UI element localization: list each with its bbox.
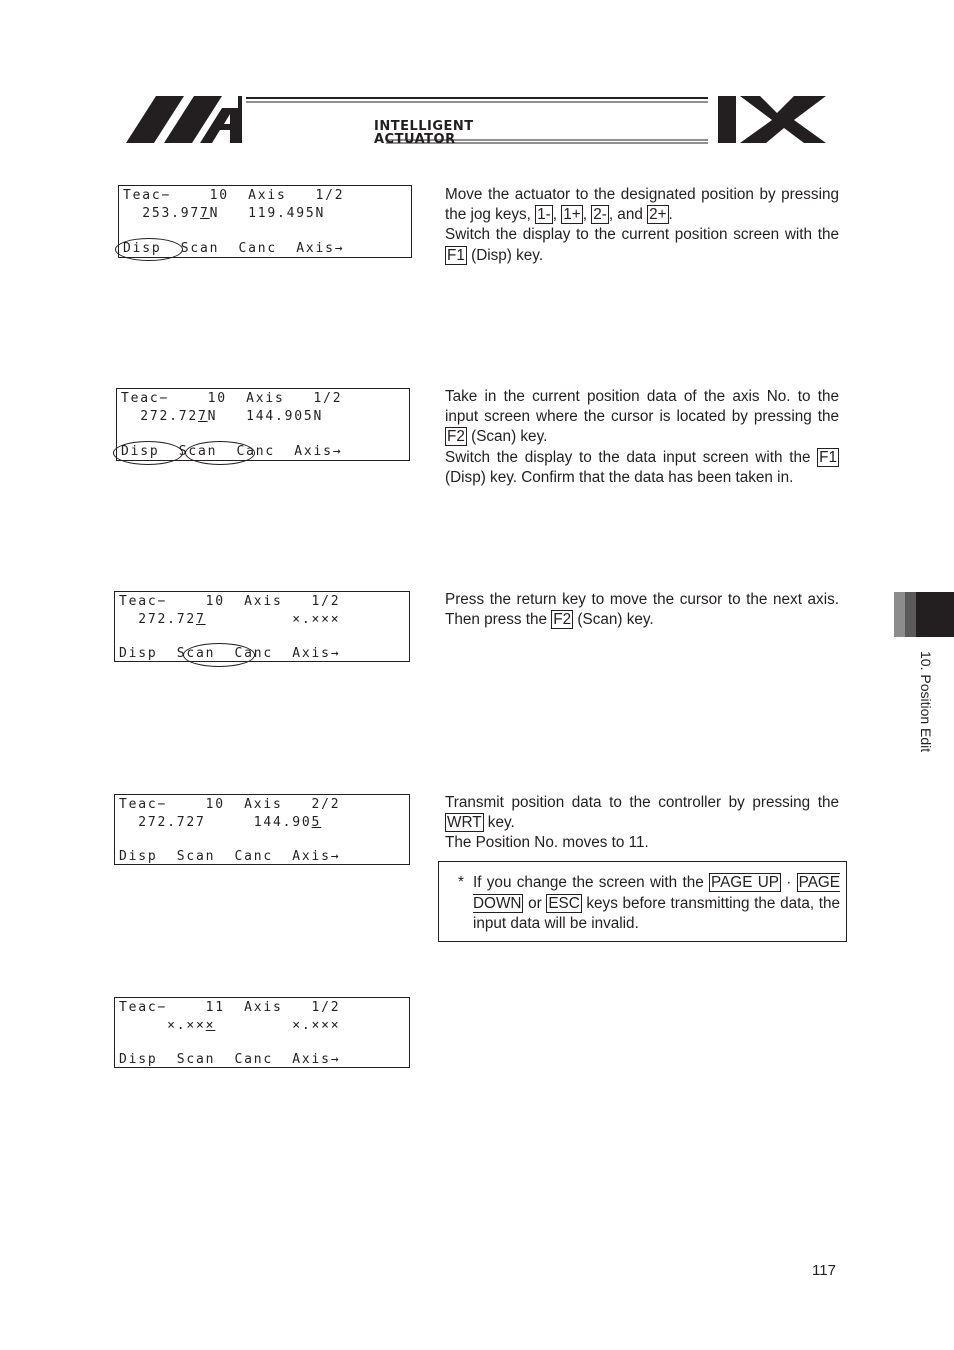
row-value-b: N 119.495N bbox=[209, 206, 326, 221]
text: Take in the current position data of the axis No. to the input screen where the cursor is located by pressing the bbox=[445, 388, 839, 426]
chapter-tab-light bbox=[894, 592, 905, 637]
screen-row-2 bbox=[119, 814, 321, 832]
text: . bbox=[668, 206, 673, 224]
key-f2: F2 bbox=[553, 611, 572, 629]
text: keys before transmitting the data, the input data will be invalid. bbox=[473, 894, 840, 932]
screen-row-4: Disp Scan Canc Axis→ bbox=[119, 849, 341, 864]
step-3-description bbox=[445, 590, 839, 630]
cursor-char: 7 bbox=[198, 409, 208, 424]
text: key. bbox=[483, 814, 515, 832]
teach-screen-5 bbox=[114, 997, 410, 1068]
row-value-a: 253.97 bbox=[123, 206, 201, 221]
screen-row-1: Teac− 10 Axis 1/2 bbox=[123, 188, 345, 203]
step-4-para-1 bbox=[445, 793, 839, 833]
screen-row-4: Disp Scan Canc Axis→ bbox=[119, 1052, 341, 1067]
page-number: 117 bbox=[812, 1262, 836, 1279]
screen-row-1: Teac− 11 Axis 1/2 bbox=[119, 1000, 341, 1015]
text: Press the return key to move the cursor to the next axis. Then press the bbox=[445, 591, 839, 629]
cursor-char: × bbox=[205, 1018, 216, 1033]
logo-text-actuator: ACTUATOR bbox=[374, 132, 456, 147]
text: , bbox=[552, 206, 562, 224]
key-page-down: PAGE DOWN bbox=[473, 874, 841, 912]
key-wrt: WRT bbox=[447, 814, 482, 832]
screen-row-1: Teac− 10 Axis 1/2 bbox=[119, 594, 341, 609]
key-f1: F1 bbox=[447, 246, 465, 264]
row-value-b: ×.××× bbox=[215, 1018, 341, 1033]
cursor-char: 5 bbox=[311, 815, 322, 830]
text: Switch the display to the current position screen with the bbox=[445, 226, 839, 244]
chapter-label: 10. Position Edit bbox=[918, 651, 934, 753]
row-value-a: 272.72 bbox=[121, 409, 199, 424]
key-1-plus: 1+ bbox=[563, 206, 581, 224]
row-value-a: 272.727 144.90 bbox=[119, 815, 312, 830]
text: or bbox=[523, 894, 547, 912]
text: , bbox=[582, 206, 592, 224]
screen-row-4: Disp Scan Canc Axis→ bbox=[121, 444, 343, 459]
chapter-tab-mid bbox=[905, 592, 916, 637]
text: · bbox=[780, 874, 797, 891]
text: , and bbox=[608, 206, 648, 224]
step-1-description bbox=[445, 185, 839, 266]
text: Switch the display to the data input screen with the bbox=[445, 448, 818, 466]
screen-row-2 bbox=[123, 205, 325, 223]
warning-note-box bbox=[438, 861, 847, 942]
text: Transmit position data to the controller by pressing the bbox=[445, 794, 839, 811]
teach-screen-1 bbox=[118, 185, 412, 258]
row-value-b: N 144.905N bbox=[207, 409, 324, 424]
step-4-description bbox=[445, 793, 839, 854]
key-f2: F2 bbox=[447, 428, 465, 446]
screen-row-2 bbox=[121, 408, 323, 426]
key-page-up: PAGE UP bbox=[711, 874, 779, 891]
header-logo bbox=[126, 94, 828, 146]
screen-row-1: Teac− 10 Axis 1/2 bbox=[121, 391, 343, 406]
key-f1: F1 bbox=[819, 448, 837, 466]
key-2-minus: 2- bbox=[593, 206, 607, 224]
text: (Disp) key. Confirm that the data has been taken in. bbox=[445, 468, 794, 486]
teach-screen-2 bbox=[116, 388, 410, 461]
chapter-tab-dark bbox=[916, 592, 954, 637]
key-esc: ESC bbox=[548, 894, 580, 912]
screen-row-4: Disp Scan Canc Axis→ bbox=[119, 646, 341, 661]
cursor-char: 7 bbox=[196, 612, 206, 627]
ia-logo-mark bbox=[126, 94, 828, 146]
step-1-para-1 bbox=[445, 185, 839, 225]
row-value-a: 272.72 bbox=[119, 612, 197, 627]
step-3-para-1 bbox=[445, 590, 839, 630]
screen-row-2 bbox=[119, 611, 340, 629]
step-2-description bbox=[445, 387, 839, 488]
text: (Scan) key. bbox=[466, 428, 548, 446]
note-text bbox=[473, 873, 840, 935]
note-asterisk: * bbox=[458, 874, 464, 891]
row-value-b: ×.××× bbox=[205, 612, 341, 627]
text: (Disp) key. bbox=[466, 246, 544, 264]
text: Move the actuator to the designated position by pressing the jog keys, bbox=[445, 186, 839, 224]
step-4-para-2: The Position No. moves to 11. bbox=[445, 834, 649, 852]
cursor-char: 7 bbox=[200, 206, 210, 221]
screen-row-4: Disp Scan Canc Axis→ bbox=[123, 241, 345, 256]
screen-row-1: Teac− 10 Axis 2/2 bbox=[119, 797, 341, 812]
text: (Scan) key. bbox=[573, 611, 654, 629]
step-2-para-1 bbox=[445, 387, 839, 448]
teach-screen-4 bbox=[114, 794, 410, 865]
teach-screen-3 bbox=[114, 591, 410, 662]
logo-text-intelligent: INTELLIGENT bbox=[374, 119, 474, 134]
text: If you change the screen with the bbox=[473, 874, 710, 891]
step-2-para-2 bbox=[445, 448, 839, 488]
key-2-plus: 2+ bbox=[649, 206, 667, 224]
step-1-para-2 bbox=[445, 225, 839, 265]
key-1-minus: 1- bbox=[537, 206, 551, 224]
screen-row-2 bbox=[119, 1017, 340, 1035]
row-value-a: ×.×× bbox=[119, 1018, 206, 1033]
